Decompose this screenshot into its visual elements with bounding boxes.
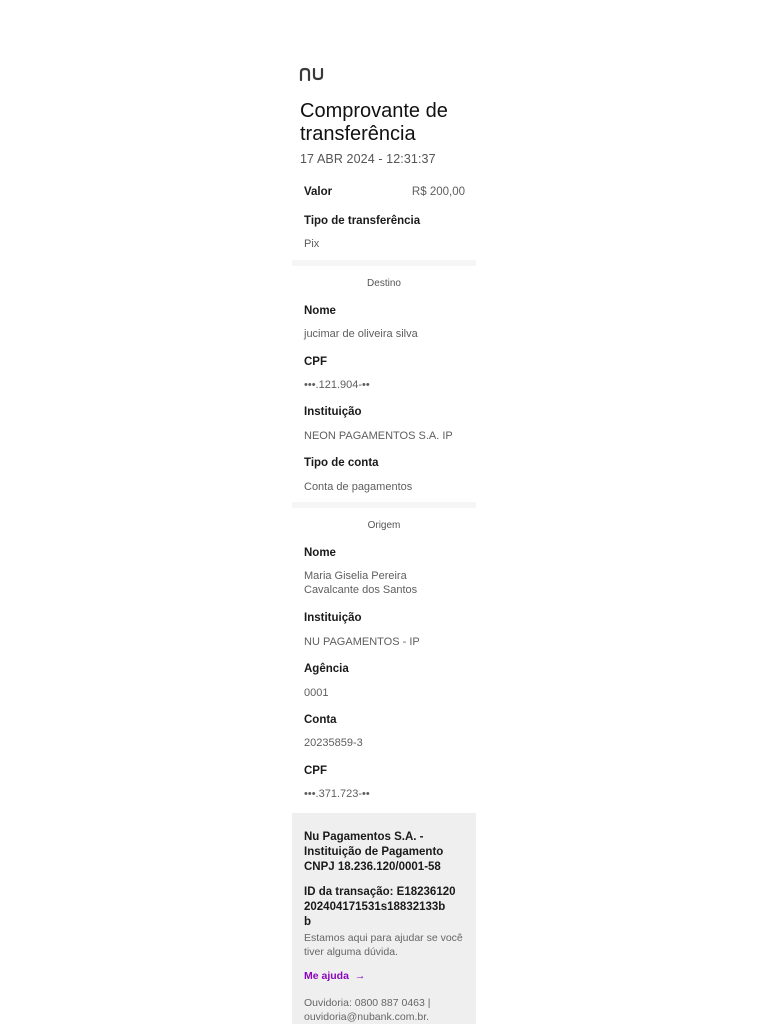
destino-nome-value: jucimar de oliveira silva <box>304 328 418 340</box>
company-line-1: Nu Pagamentos S.A. - <box>304 831 424 843</box>
destino-nome-label: Nome <box>304 305 336 317</box>
origem-cpf-value: •••.371.723-•• <box>304 788 370 800</box>
help-line-1: Estamos aqui para ajudar se você <box>304 932 463 944</box>
destino-cpf-label: CPF <box>304 356 327 368</box>
origem-instituicao-value: NU PAGAMENTOS - IP <box>304 636 420 648</box>
company-cnpj: CNPJ 18.236.120/0001-58 <box>304 861 441 873</box>
transaction-id <box>304 885 469 930</box>
arrow-right-icon: → <box>354 970 366 982</box>
tipo-transferencia-label: Tipo de transferência <box>304 215 421 227</box>
company-info <box>304 830 469 875</box>
valor-label: Valor <box>304 186 333 198</box>
destino-heading: Destino <box>367 278 401 289</box>
receipt-footer <box>292 813 476 1024</box>
origem-conta-label: Conta <box>304 714 337 726</box>
destino-tipo-conta-value: Conta de pagamentos <box>304 481 413 493</box>
ouvidoria-line-2: ouvidoria@nubank.com.br. <box>304 1011 430 1023</box>
origem-agencia-value: 0001 <box>304 687 329 699</box>
help-line-2: tiver alguma dúvida. <box>304 946 398 958</box>
origem-nome-value <box>304 569 469 597</box>
section-divider <box>292 260 476 266</box>
nubank-logo <box>299 66 327 82</box>
origem-nome-label: Nome <box>304 547 336 559</box>
origem-nome-line-2: Cavalcante dos Santos <box>304 584 418 596</box>
valor-value: R$ 200,00 <box>411 186 465 198</box>
help-text <box>304 931 469 959</box>
page-title <box>300 100 476 146</box>
transfer-datetime: 17 ABR 2024 - 12:31:37 <box>300 152 436 166</box>
destino-cpf-value: •••.121.904-•• <box>304 379 370 391</box>
ouvidoria-line-1: Ouvidoria: 0800 887 0463 | <box>304 997 431 1009</box>
origem-heading: Origem <box>367 520 401 531</box>
transaction-id-line-2: 202404171531s18832133b <box>304 901 446 913</box>
title-line-1: Comprovante de <box>300 100 448 122</box>
origem-instituicao-label: Instituição <box>304 612 362 624</box>
help-link[interactable] <box>304 970 365 982</box>
ouvidoria-info <box>304 996 469 1024</box>
origem-agencia-label: Agência <box>304 663 349 675</box>
section-divider <box>292 502 476 508</box>
destino-instituicao-label: Instituição <box>304 406 362 418</box>
origem-cpf-label: CPF <box>304 765 327 777</box>
transaction-id-line-1: ID da transação: E18236120 <box>304 886 456 898</box>
title-line-2: transferência <box>300 123 416 145</box>
destino-instituicao-value: NEON PAGAMENTOS S.A. IP <box>304 430 453 442</box>
origem-conta-value: 20235859-3 <box>304 737 363 749</box>
destino-tipo-conta-label: Tipo de conta <box>304 457 379 469</box>
transaction-id-line-3: b <box>304 916 312 928</box>
origem-nome-line-1: Maria Giselia Pereira <box>304 570 407 582</box>
company-line-2: Instituição de Pagamento <box>304 846 444 858</box>
help-link-label: Me ajuda <box>304 970 349 982</box>
tipo-transferencia-value: Pix <box>304 238 320 250</box>
